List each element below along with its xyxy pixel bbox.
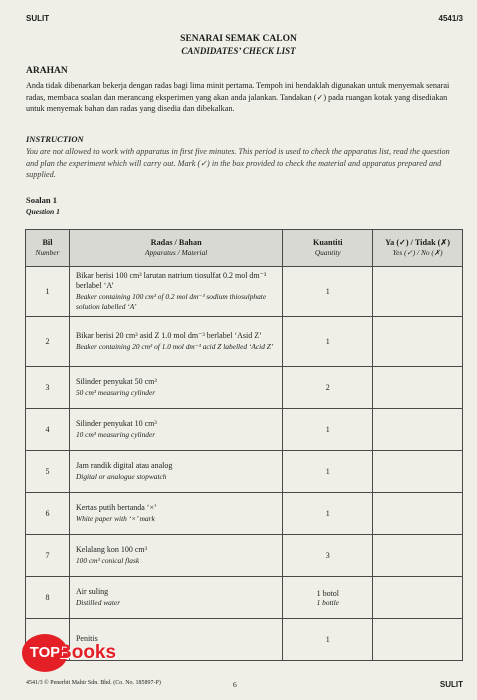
check-box[interactable] xyxy=(373,535,463,577)
instruction-heading: INSTRUCTION xyxy=(26,134,84,144)
check-box[interactable] xyxy=(373,267,463,317)
instruction-text: You are not allowed to work with apparatus in first five minutes. This period is used to check the apparatus list, read the question and plan the experiment which will carry out. Mark (✓) in the box provided to check the material and apparatus prepared and supplied. xyxy=(26,147,450,180)
header-apparatus: Radas / Bahan Apparatus / Material xyxy=(69,230,282,267)
row-item: Silinder penyukat 50 cm³ 50 cm³ measuring cylinder xyxy=(69,367,282,409)
table-row xyxy=(26,367,463,409)
header-sulit: SULIT xyxy=(26,14,50,23)
row-quantity: 1 xyxy=(283,317,373,367)
footer-sulit: SULIT xyxy=(439,680,463,689)
row-quantity: 1 xyxy=(283,267,373,317)
row-number: 7 xyxy=(26,535,70,577)
row-number: 2 xyxy=(26,317,70,367)
table-row xyxy=(26,451,463,493)
check-box[interactable] xyxy=(373,577,463,619)
table-row xyxy=(26,267,463,317)
table-row xyxy=(26,493,463,535)
row-item: Bikar berisi 100 cm³ larutan natrium tiosulfat 0.2 mol dm⁻³ berlabel ‘A’ Beaker containing 100 cm³ of 0.2 mol dm⁻³ sodium thiosulphate solution labelled ‘A’ xyxy=(69,267,282,317)
header-number: Bil Number xyxy=(26,230,70,267)
row-item: Kertas putih bertanda ‘×’ White paper with ‘×’ mark xyxy=(69,493,282,535)
table-row xyxy=(26,409,463,451)
row-item: Air suling Distilled water xyxy=(69,577,282,619)
check-box[interactable] xyxy=(373,409,463,451)
row-number: 4 xyxy=(26,409,70,451)
check-box[interactable] xyxy=(373,619,463,661)
row-quantity: 1 xyxy=(283,409,373,451)
row-number: 8 xyxy=(26,577,70,619)
topbooks-logo xyxy=(12,620,132,684)
check-box[interactable] xyxy=(373,367,463,409)
logo-top-badge: TOP xyxy=(22,634,68,672)
question-heading: Soalan 1 xyxy=(26,195,57,205)
row-quantity: 1 xyxy=(283,493,373,535)
question-subheading: Question 1 xyxy=(26,207,60,216)
row-quantity: 1 xyxy=(283,451,373,493)
row-item: Bikar berisi 20 cm³ asid Z 1.0 mol dm⁻³ berlabel ‘Asid Z’ Beaker containing 20 cm³ of 1.0 mol dm⁻³ acid Z labelled ‘Acid Z’ xyxy=(69,317,282,367)
row-quantity: 2 xyxy=(283,367,373,409)
header-code: 4541/3 xyxy=(438,14,463,23)
row-item: Penitis xyxy=(69,619,282,661)
row-item: Kelalang kon 100 cm³ 100 cm³ conical flask xyxy=(69,535,282,577)
page-subtitle: CANDIDATES’ CHECK LIST xyxy=(181,46,296,56)
header-check: Ya (✓) / Tidak (✗) Yes (✓) / No (✗) xyxy=(373,230,463,267)
footer-publisher: 4541/3 © Penerbit Mahir Sdn. Bhd. (Co. No. 185897-P) xyxy=(26,680,161,686)
page-title: SENARAI SEMAK CALON xyxy=(180,34,297,44)
arahan-text: Anda tidak dibenarkan bekerja dengan radas bagi lima minit pertama. Tempoh ini hendaklah digunakan untuk menyemak senarai radas, membaca soalan dan merancang eksperimen yang akan anda jalankan. Tandakan (✓) pada ruangan kotak yang disediakan untuk menyemak bahan dan radas yang disedia dan dibekalkan. xyxy=(26,81,450,114)
row-number: 6 xyxy=(26,493,70,535)
table-row xyxy=(26,317,463,367)
row-quantity: 1 botol 1 bottle xyxy=(283,577,373,619)
table-row xyxy=(26,535,463,577)
arahan-heading: ARAHAN xyxy=(26,66,68,76)
row-number: 1 xyxy=(26,267,70,317)
row-quantity: 1 xyxy=(283,619,373,661)
logo-books-text: Books xyxy=(58,642,117,663)
check-box[interactable] xyxy=(373,317,463,367)
header-quantity: Kuantiti Quantity xyxy=(283,230,373,267)
row-number: 5 xyxy=(26,451,70,493)
table-header-row xyxy=(26,230,463,267)
page-number: 6 xyxy=(233,680,237,689)
check-box[interactable] xyxy=(373,493,463,535)
row-number: 3 xyxy=(26,367,70,409)
row-quantity: 3 xyxy=(283,535,373,577)
row-item: Silinder penyukat 10 cm³ 10 cm³ measuring cylinder xyxy=(69,409,282,451)
table-row xyxy=(26,577,463,619)
row-item: Jam randik digital atau analog Digital or analogue stopwatch xyxy=(69,451,282,493)
checklist-table xyxy=(25,229,463,661)
check-box[interactable] xyxy=(373,451,463,493)
